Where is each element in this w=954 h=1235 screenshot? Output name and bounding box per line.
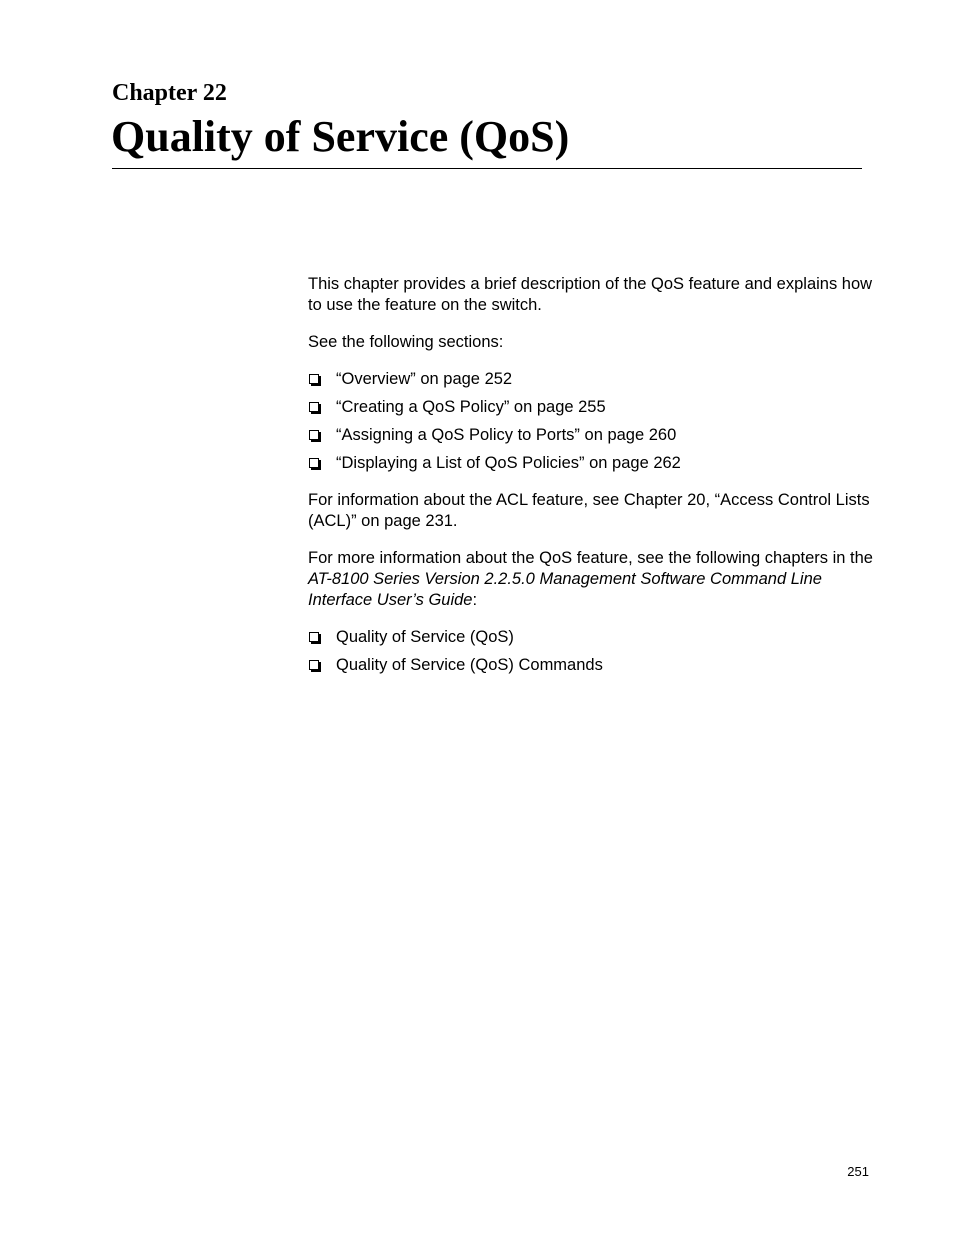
section-item-creating-policy[interactable] [308,397,873,425]
section-item-label: “Displaying a List of QoS Policies” on page 262 [336,454,681,472]
page-number: 251 [847,1164,869,1179]
section-item-assigning-policy[interactable] [308,425,873,453]
more-info-suffix: : [472,591,478,609]
title-rule [112,168,862,169]
section-item-label: “Overview” on page 252 [336,370,513,388]
checkbox-bullet-icon [309,458,319,468]
section-item-label: “Creating a QoS Policy” on page 255 [336,398,606,416]
section-item-label: “Assigning a QoS Policy to Ports” on page 260 [336,426,677,444]
guide-chapter-label: Quality of Service (QoS) [336,628,514,646]
checkbox-bullet-icon [309,430,319,440]
checkbox-bullet-icon [309,374,319,384]
checkbox-bullet-icon [309,402,319,412]
chapter-label: Chapter 22 [112,80,227,106]
section-item-overview[interactable] [308,369,873,397]
intro-paragraph: This chapter provides a brief description of the QoS feature and explains how to use the feature on the switch. [308,275,873,314]
more-info-paragraph [308,548,873,611]
section-list [308,369,873,474]
guide-chapter-list [308,627,873,676]
guide-chapter-item-qos-commands [308,655,873,676]
guide-chapter-label: Quality of Service (QoS) Commands [336,656,603,674]
section-item-displaying-policies[interactable] [308,453,873,474]
chapter-title: Quality of Service (QoS) [111,112,570,161]
more-info-prefix: For more information about the QoS feature, see the following chapters in the [308,549,873,567]
sections-lead: See the following sections: [308,333,504,351]
body-column [308,274,873,692]
guide-chapter-item-qos [308,627,873,655]
acl-note[interactable]: For information about the ACL feature, see Chapter 20, “Access Control Lists (ACL)” on page 231. [308,491,870,530]
guide-title: AT-8100 Series Version 2.2.5.0 Management Software Command Line Interface User’s Guide [308,570,822,609]
checkbox-bullet-icon [309,632,319,642]
checkbox-bullet-icon [309,660,319,670]
